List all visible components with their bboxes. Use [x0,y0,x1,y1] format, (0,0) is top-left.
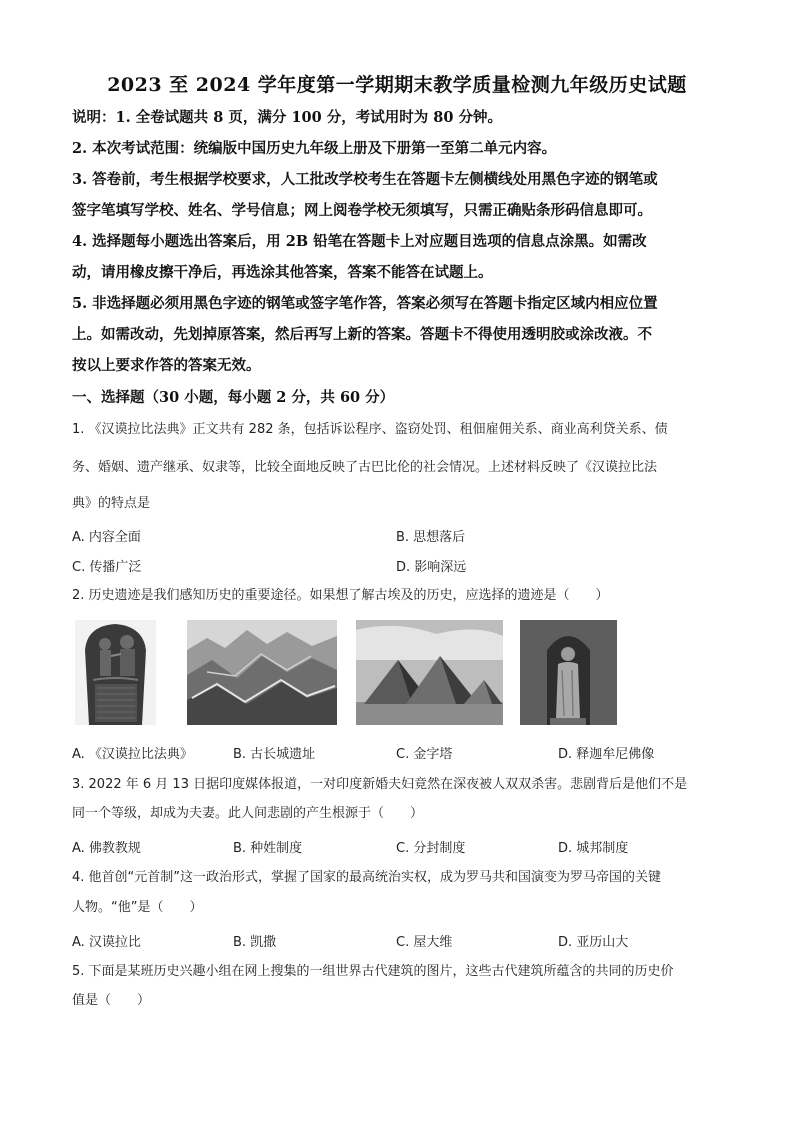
great-wall-image [187,620,337,725]
note-line-7: 5. 非选择题必须用黑色字迹的钢笔或签字笔作答，答案必须写在答题卡指定区域内相应位置 [72,295,658,312]
q4-option-b[interactable]: B. 凯撒 [233,935,277,950]
q4-options [72,931,732,951]
q1-line-2: 务、婚姻、遗产继承、奴隶等，比较全面地反映了古巴比伦的社会情况。上述材料反映了《汉谟拉比法 [72,460,658,475]
q1-option-c[interactable]: C. 传播广泛 [72,560,142,575]
note-line-6: 动，请用橡皮擦干净后，再选涂其他答案，答案不能答在试题上。 [72,264,493,281]
page-title: 2023 至 2024 学年度第一学期期末教学质量检测九年级历史试题 [107,74,687,96]
q3-option-c[interactable]: C. 分封制度 [396,841,466,856]
q1-line-1: 1. 《汉谟拉比法典》正文共有 282 条，包括诉讼程序、盗窃处罚、租佃雇佣关系、商业高利贷关系、债 [72,422,668,437]
q5-line-1: 5. 下面是某班历史兴趣小组在网上搜集的一组世界古代建筑的图片，这些古代建筑所蕴含的共同的历史价 [72,964,674,979]
q5-line-2: 值是（ ） [72,993,151,1008]
q3-line-1: 3. 2022 年 6 月 13 日据印度媒体报道，一对印度新婚夫妇竟然在深夜被人双双杀害。悲剧背后是他们不是 [72,777,688,792]
q1-option-d[interactable]: D. 影响深远 [396,560,467,575]
q3-option-d[interactable]: D. 城邦制度 [558,841,629,856]
note-line-4: 签字笔填写学校、姓名、学号信息；网上阅卷学校无须填写，只需正确贴条形码信息即可。 [72,202,652,219]
note-line-8: 上。如需改动，先划掉原答案，然后再写上新的答案。答题卡不得使用透明胶或涂改液。不 [72,326,652,343]
q3-option-b[interactable]: B. 种姓制度 [233,841,303,856]
q4-line-2: 人物。“他”是（ ） [72,900,203,915]
q2-options [72,743,732,763]
pyramids-image [356,620,503,725]
q2-option-c[interactable]: C. 金字塔 [396,747,453,762]
q4-line-1: 4. 他首创“元首制”这一政治形式，掌握了国家的最高统治实权，成为罗马共和国演变为罗马帝国的关键 [72,870,662,885]
q1-options-row2 [72,556,732,576]
q3-option-a[interactable]: A. 佛教教规 [72,841,141,856]
q2-line-1: 2. 历史遗迹是我们感知历史的重要途径。如果想了解古埃及的历史，应选择的遗迹是（ ） [72,588,609,603]
note-line-1: 说明：1. 全卷试题共 8 页，满分 100 分，考试用时为 80 分钟。 [72,109,503,126]
q4-option-c[interactable]: C. 屋大维 [396,935,453,950]
q2-option-a[interactable]: A. 《汉谟拉比法典》 [72,747,193,762]
buddha-statue-image [520,620,617,725]
note-line-9: 按以上要求作答的答案无效。 [72,357,261,374]
note-line-3: 3. 答卷前，考生根据学校要求，人工批改学校考生在答题卡左侧横线处用黑色字迹的钢笔或 [72,171,658,188]
section-heading: 一、选择题（30 小题，每小题 2 分，共 60 分） [72,389,395,406]
q3-line-2: 同一个等级，却成为夫妻。此人间悲剧的产生根源于（ ） [72,806,424,821]
hammurabi-stele-image [75,620,156,725]
q2-option-b[interactable]: B. 古长城遗址 [233,747,316,762]
q1-line-3: 典》的特点是 [72,496,151,511]
q1-option-b[interactable]: B. 思想落后 [396,530,466,545]
note-line-5: 4. 选择题每小题选出答案后，用 2B 铅笔在答题卡上对应题目选项的信息点涂黑。如需改 [72,233,647,250]
q1-options [72,526,732,546]
q4-option-a[interactable]: A. 汉谟拉比 [72,935,141,950]
q4-option-d[interactable]: D. 亚历山大 [558,935,629,950]
q2-option-d[interactable]: D. 释迦牟尼佛像 [558,747,655,762]
q3-options [72,837,732,857]
q1-option-a[interactable]: A. 内容全面 [72,530,141,545]
note-line-2: 2. 本次考试范围：统编版中国历史九年级上册及下册第一至第二单元内容。 [72,140,557,157]
